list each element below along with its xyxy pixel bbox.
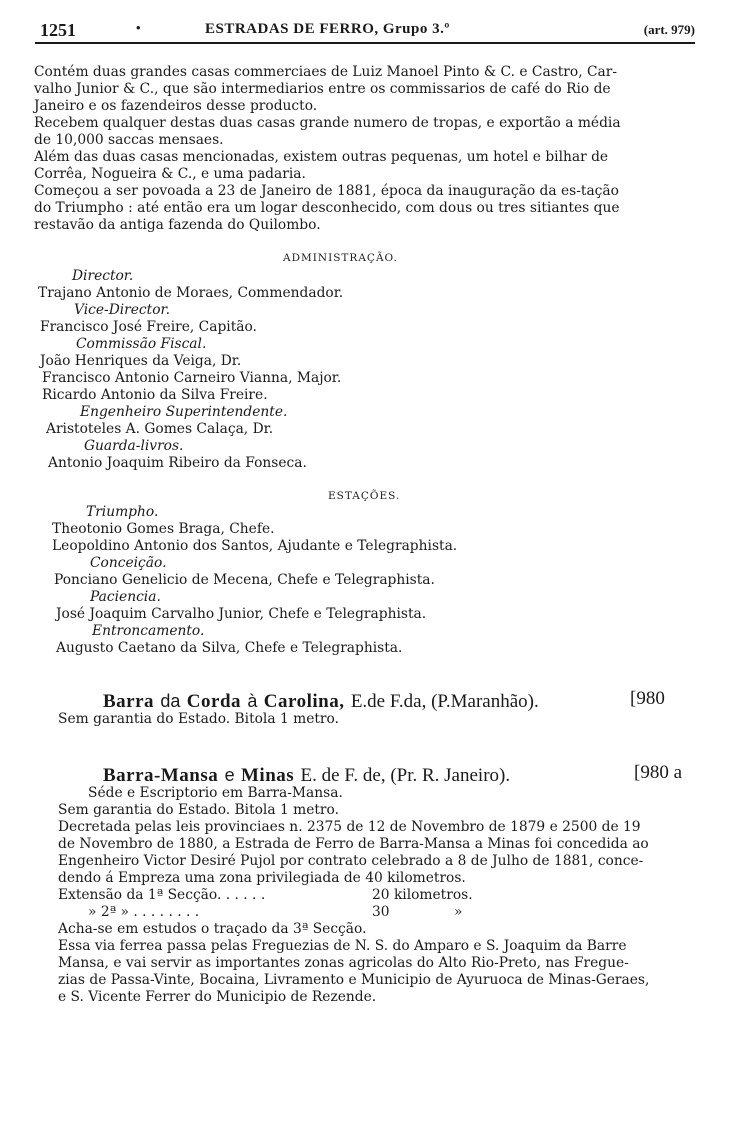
text-line: zias de Passa-Vinte, Bocaina, Livramento e Municipio de Ayuruoca de Minas-Geraes, bbox=[58, 972, 650, 988]
header-title: ESTRADAS DE FERRO, Grupo 3.º bbox=[205, 21, 450, 37]
text-line: Contém duas grandes casas commerciaes de Luiz Manoel Pinto & C. e Castro, Car- bbox=[34, 64, 618, 80]
text-line: Acha-se em estudos o traçado da 3ª Secção. bbox=[58, 921, 367, 937]
text-line: Recebem qualquer destas duas casas grande numero de tropas, e exportão a média bbox=[34, 115, 621, 131]
extension-ditto: » bbox=[454, 904, 463, 920]
title-bold: Barra-Mansa bbox=[103, 765, 219, 786]
person-line: Theotonio Gomes Braga, Chefe. bbox=[52, 521, 275, 537]
title-plain: e bbox=[224, 765, 235, 785]
text-line: Além das duas casas mencionadas, existem outras pequenas, um hotel e bilhar de bbox=[34, 149, 609, 165]
section-heading: ESTAÇÕES. bbox=[328, 490, 401, 502]
person-line: José Joaquim Carvalho Junior, Chefe e Telegraphista. bbox=[56, 606, 427, 622]
extension-value: 20 kilometros. bbox=[372, 887, 473, 903]
role-title: Commissão Fiscal. bbox=[76, 336, 207, 352]
text-line: de 10,000 saccas mensaes. bbox=[34, 132, 224, 148]
person-line: Ponciano Genelicio de Mecena, Chefe e Telegraphista. bbox=[54, 572, 435, 588]
role-title: Director. bbox=[72, 268, 134, 284]
section-heading: ADMINISTRAÇÃO. bbox=[283, 252, 398, 264]
article-bracket: [980 a bbox=[634, 762, 683, 783]
person-line: Augusto Caetano da Silva, Chefe e Telegraphista. bbox=[56, 640, 403, 656]
text-line: Janeiro e os fazendeiros desse producto. bbox=[34, 98, 318, 114]
station-name: Paciencia. bbox=[90, 589, 161, 605]
person-line: João Henriques da Veiga, Dr. bbox=[40, 353, 242, 369]
extension-value: 30 bbox=[372, 904, 390, 920]
title-bold: Corda bbox=[186, 691, 242, 712]
title-plain: da bbox=[160, 691, 181, 711]
person-line: Leopoldino Antonio dos Santos, Ajudante e Telegraphista. bbox=[52, 538, 458, 554]
article-reference: (art. 979) bbox=[643, 22, 695, 37]
text-line: Decretada pelas leis provinciaes n. 2375 de 12 de Novembro de 1879 e 2500 de 19 bbox=[58, 819, 641, 835]
running-header bbox=[40, 20, 695, 44]
text-line: e S. Vicente Ferrer do Municipio de Rezende. bbox=[58, 989, 377, 1005]
person-line: Aristoteles A. Gomes Calaça, Dr. bbox=[46, 421, 274, 437]
title-bold: Minas bbox=[241, 765, 295, 786]
text-line: dendo á Empreza uma zona privilegiada de 40 kilometros. bbox=[58, 870, 466, 886]
title-bold: Carolina, bbox=[263, 691, 345, 712]
text-line: Essa via ferrea passa pelas Freguezias de N. S. do Amparo e S. Joaquim da Barre bbox=[58, 938, 627, 954]
text-line: Séde e Escriptorio em Barra-Mansa. bbox=[88, 785, 343, 801]
extension-label: » 2ª » . . . . . . . . bbox=[88, 904, 200, 920]
text-line: restavão da antiga fazenda do Quilombo. bbox=[34, 217, 321, 233]
title-plain: à bbox=[247, 691, 258, 711]
text-line: Começou a ser povoada a 23 de Janeiro de 1881, época da inauguração da es-tação bbox=[34, 183, 619, 199]
text-line: de Novembro de 1880, a Estrada de Ferro de Barra-Mansa a Minas foi concedida ao bbox=[58, 836, 649, 852]
text-line: Sem garantia do Estado. Bitola 1 metro. bbox=[58, 802, 339, 818]
title-bold: Barra bbox=[103, 691, 155, 712]
station-name: Conceição. bbox=[90, 555, 167, 571]
role-title: Vice-Director. bbox=[74, 302, 170, 318]
page-number: 1251 bbox=[40, 20, 76, 40]
text-line: Sem garantia do Estado. Bitola 1 metro. bbox=[58, 711, 339, 727]
text-line: Mansa, e vai servir as importantes zonas agricolas do Alto Rio-Preto, nas Fregue- bbox=[58, 955, 629, 971]
header-rule bbox=[35, 42, 695, 44]
entry-title bbox=[103, 688, 539, 713]
entry-title bbox=[103, 762, 510, 787]
person-line: Antonio Joaquim Ribeiro da Fonseca. bbox=[48, 455, 307, 471]
title-rest: E.de F.da, (P.Maranhão). bbox=[350, 691, 539, 712]
person-line: Francisco José Freire, Capitão. bbox=[40, 319, 257, 335]
station-name: Triumpho. bbox=[86, 504, 159, 520]
text-line: Engenheiro Victor Desiré Pujol por contrato celebrado a 8 de Julho de 1881, conce- bbox=[58, 853, 644, 869]
text-line: valho Junior & C., que são intermediarios entre os commissarios de café do Rio de bbox=[34, 81, 611, 97]
station-name: Entroncamento. bbox=[92, 623, 205, 639]
role-title: Guarda-livros. bbox=[84, 438, 184, 454]
text-line: Corrêa, Nogueira & C., e uma padaria. bbox=[34, 166, 306, 182]
text-line: do Triumpho : até então era um logar desconhecido, com dous ou tres sitiantes que bbox=[34, 200, 620, 216]
extension-label: Extensão da 1ª Secção. . . . . . bbox=[58, 887, 266, 903]
title-rest: E. de F. de, (Pr. R. Janeiro). bbox=[300, 765, 511, 786]
article-bracket: [980 bbox=[630, 688, 665, 709]
role-title: Engenheiro Superintendente. bbox=[80, 404, 288, 420]
person-line: Trajano Antonio de Moraes, Commendador. bbox=[38, 285, 344, 301]
person-line: Ricardo Antonio da Silva Freire. bbox=[42, 387, 268, 403]
header-mark: • bbox=[136, 20, 141, 35]
person-line: Francisco Antonio Carneiro Vianna, Major. bbox=[42, 370, 342, 386]
